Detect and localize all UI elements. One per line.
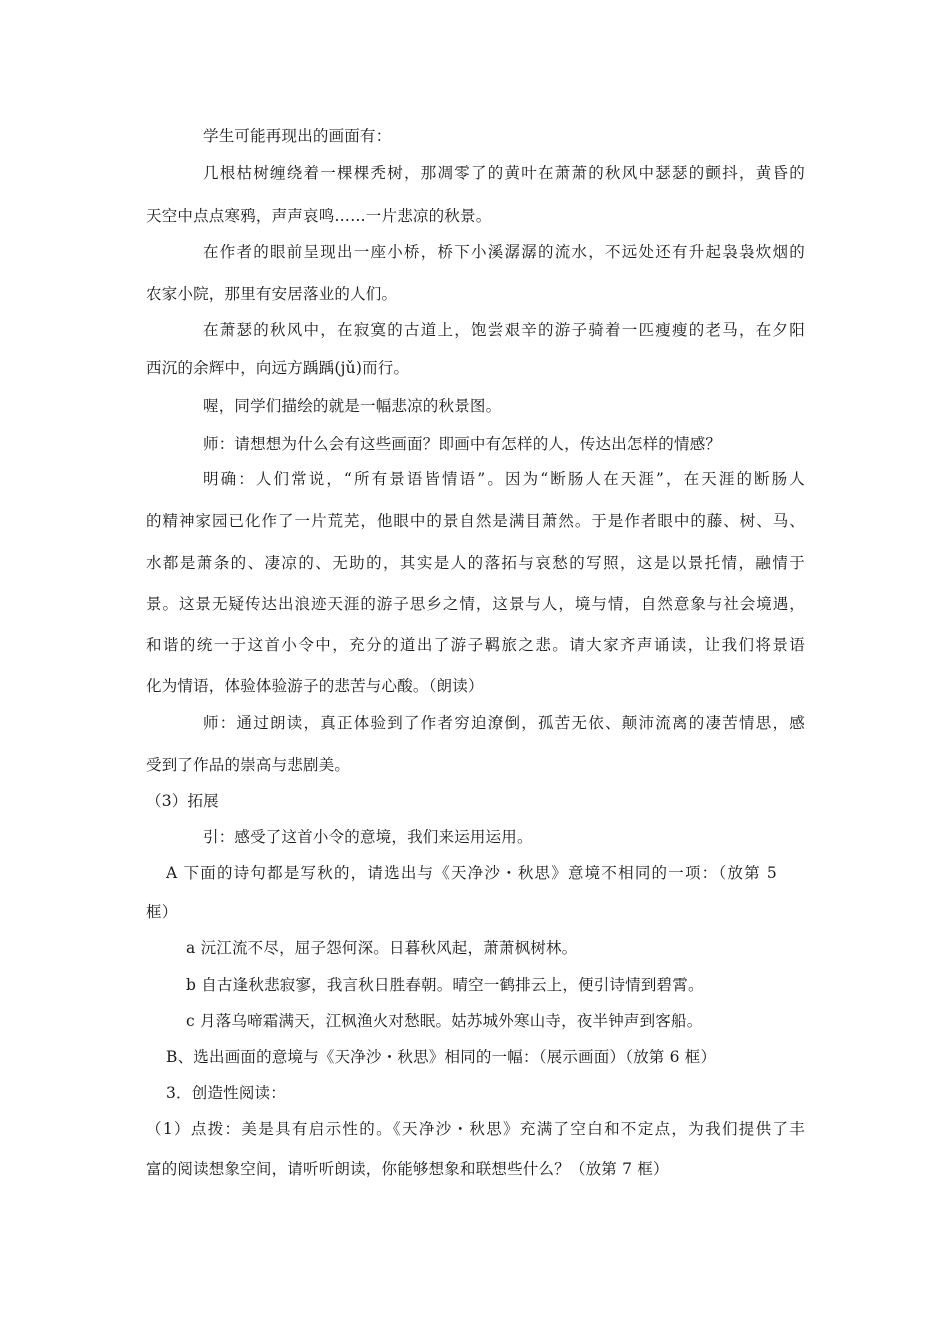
option-c: c 月落乌啼霜满天，江枫渔火对愁眠。姑苏城外寒山寺，夜半钟声到客船。: [186, 1012, 703, 1030]
paragraph-line: 几根枯树缠绕着一棵棵秃树，那凋零了的黄叶在萧萧的秋风中瑟瑟的颤抖，黄昏的: [203, 164, 805, 182]
paragraph-line: 的精神家园已化作了一片荒芜，他眼中的景自然是满目萧然。于是作者眼中的藤、树、马、: [146, 512, 805, 530]
paragraph-line: 富的阅读想象空间，请听听朗读，你能够想象和联想些什么？（放第 7 框）: [146, 1160, 669, 1178]
paragraph-line: 引：感受了这首小令的意境，我们来运用运用。: [203, 828, 533, 846]
option-b: b 自古逢秋悲寂寥，我言秋日胜春朝。晴空一鹤排云上，便引诗情到碧霄。: [186, 976, 704, 994]
question-line: A 下面的诗句都是写秋的，请选出与《天净沙・秋思》意境不相同的一项：（放第 5: [166, 864, 777, 882]
paragraph-line: 天空中点点寒鸦，声声哀鸣……一片悲凉的秋景。: [146, 207, 492, 225]
paragraph-line: 学生可能再现出的画面有：: [203, 127, 392, 145]
paragraph-line: 农家小院，那里有安居落业的人们。: [146, 285, 398, 303]
paragraph-line: （1）点拨：美是具有启示性的。《天净沙・秋思》充满了空白和不定点，为我们提供了丰: [146, 1120, 805, 1138]
paragraph-line: 明确：人们常说，“所有景语皆情语”。因为“断肠人在天涯”，在天涯的断肠人: [203, 470, 805, 488]
paragraph-line: 水都是萧条的、凄凉的、无助的，其实是人的落拓与哀愁的写照，这是以景托情，融情于: [146, 554, 805, 572]
paragraph-line: 在萧瑟的秋风中，在寂寞的古道上，饱尝艰辛的游子骑着一匹瘦瘦的老马，在夕阳: [203, 321, 805, 339]
paragraph-line: 景。这景无疑传达出浪迹天涯的游子思乡之情，这景与人，境与情，自然意象与社会境遇，: [146, 595, 805, 613]
paragraph-line: 受到了作品的崇高与悲剧美。: [146, 756, 351, 774]
paragraph-line: 化为情语，体验体验游子的悲苦与心酸。（朗读）: [146, 677, 484, 695]
paragraph-line: 师：请想想为什么会有这些画面？即画中有怎样的人，传达出怎样的情感？: [203, 435, 722, 453]
paragraph-line: 师：通过朗读，真正体验到了作者穷迫潦倒，孤苦无依、颠沛流离的凄苦情思，感: [203, 714, 805, 732]
question-line: 框）: [146, 903, 178, 921]
paragraph-line: 西沉的余辉中，向远方踽踽(jǔ)而行。: [146, 359, 410, 377]
question-line: B、选出画面的意境与《天净沙・秋思》相同的一幅：（展示画面）（放第 6 框）: [166, 1048, 717, 1066]
paragraph-line: 和谐的统一于这首小令中，充分的道出了游子羁旅之悲。请大家齐声诵读，让我们将景语: [146, 636, 805, 654]
paragraph-line: 在作者的眼前呈现出一座小桥，桥下小溪潺潺的流水，不远处还有升起袅袅炊烟的: [203, 243, 805, 261]
section-heading: （3）拓展: [146, 792, 219, 810]
paragraph-line: 喔，同学们描绘的就是一幅悲凉的秋景图。: [203, 397, 502, 415]
section-heading: 3．创造性阅读：: [166, 1084, 286, 1102]
option-a: a 沅江流不尽，屈子怨何深。日暮秋风起，萧萧枫树林。: [186, 939, 578, 957]
